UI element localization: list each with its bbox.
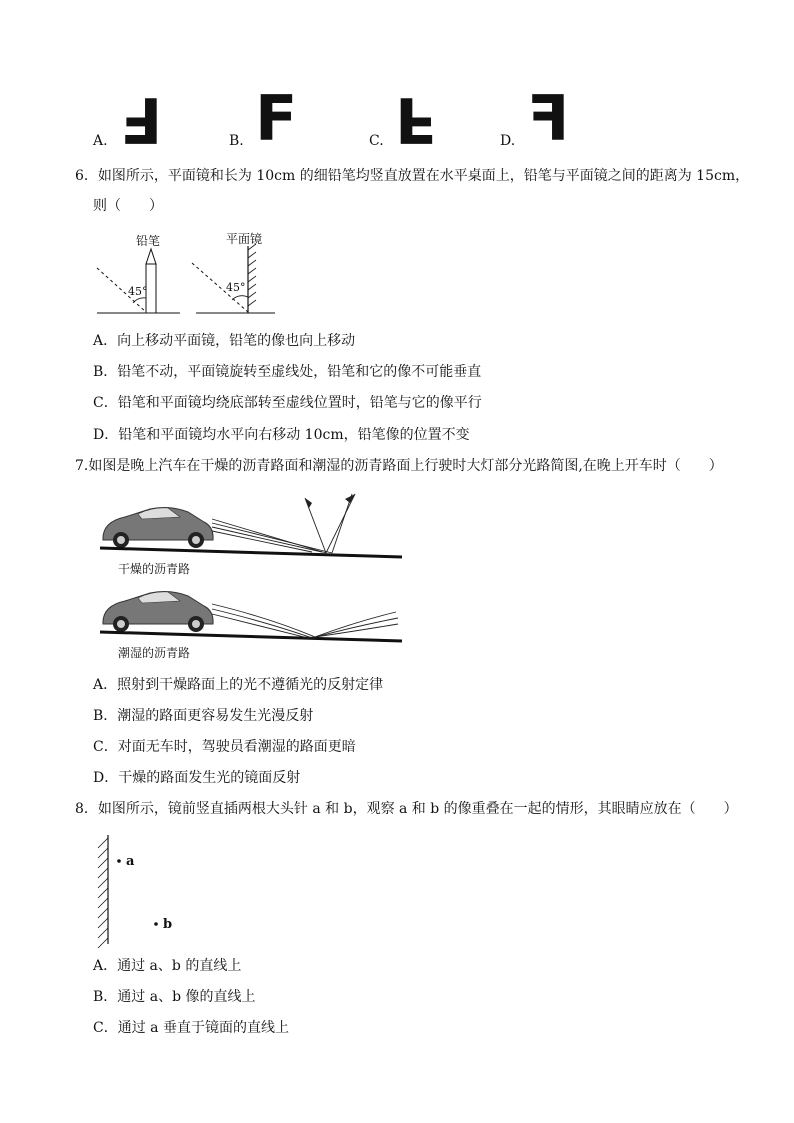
q7-option-a: A．照射到干燥路面上的光不遵循光的反射定律 xyxy=(93,677,384,693)
q6-option-b: B．铅笔不动，平面镜旋转至虚线处，铅笔和它的像不可能垂直 xyxy=(93,364,482,380)
q6-angle-label-1: 45° xyxy=(128,285,148,298)
q8-stem: 8．如图所示，镜前竖直插两根大头针 a 和 b，观察 a 和 b 的像重叠在一起的情形，其眼睛应放在（ ） xyxy=(75,801,738,817)
q7-stem: 7.如图是晚上汽车在干燥的沥青路面和潮湿的沥青路面上行驶时大灯部分光路简图,在晚上开车时（ ） xyxy=(75,458,723,474)
q6-stem-line2: 则（ ） xyxy=(93,198,163,214)
q6-option-a: A．向上移动平面镜，铅笔的像也向上移动 xyxy=(93,333,356,349)
q7-option-d: D．干燥的路面发生光的镜面反射 xyxy=(93,770,301,786)
q8-option-a: A．通过 a、b 的直线上 xyxy=(93,958,242,974)
q8-option-c: C．通过 a 垂直于镜面的直线上 xyxy=(93,1020,289,1036)
q7-dry-label: 干燥的沥青路 xyxy=(118,562,191,576)
q7-wet-label: 潮湿的沥青路 xyxy=(118,646,191,660)
q5-option-c-label: C. xyxy=(369,133,384,149)
q8-pin-b-label: b xyxy=(163,917,173,932)
pin-b-dot xyxy=(154,922,158,926)
q6-option-d: D．铅笔和平面镜均水平向右移动 10cm，铅笔像的位置不变 xyxy=(93,427,470,443)
q7-option-c: C．对面无车时，驾驶员看潮湿的路面更暗 xyxy=(93,739,356,755)
q5-option-b-label: B. xyxy=(229,133,244,149)
q6-mirror-label: 平面镜 xyxy=(226,232,263,246)
pin-a-dot xyxy=(117,859,121,863)
q6-stem-line1: 6．如图所示，平面镜和长为 10cm 的细铅笔均竖直放置在水平桌面上，铅笔与平面镜之间的距离为 15cm， xyxy=(75,168,750,184)
q5-option-d-glyph: F xyxy=(527,82,570,155)
q5-option-d-label: D. xyxy=(500,133,516,149)
q7-option-b: B．潮湿的路面更容易发生光漫反射 xyxy=(93,708,314,724)
q8-pin-a-label: a xyxy=(126,854,135,869)
q6-angle-label-2: 45° xyxy=(226,281,246,294)
q5-option-a-label: A. xyxy=(93,133,108,149)
q6-option-c: C．铅笔和平面镜均绕底部转至虚线位置时，铅笔与它的像平行 xyxy=(93,395,482,411)
q6-pencil-label: 铅笔 xyxy=(136,234,161,248)
q8-option-b: B．通过 a、b 像的直线上 xyxy=(93,989,256,1005)
q5-option-c-glyph: F xyxy=(395,83,438,156)
q5-option-a-glyph: F xyxy=(120,83,163,156)
q5-option-b-glyph: F xyxy=(255,82,298,155)
